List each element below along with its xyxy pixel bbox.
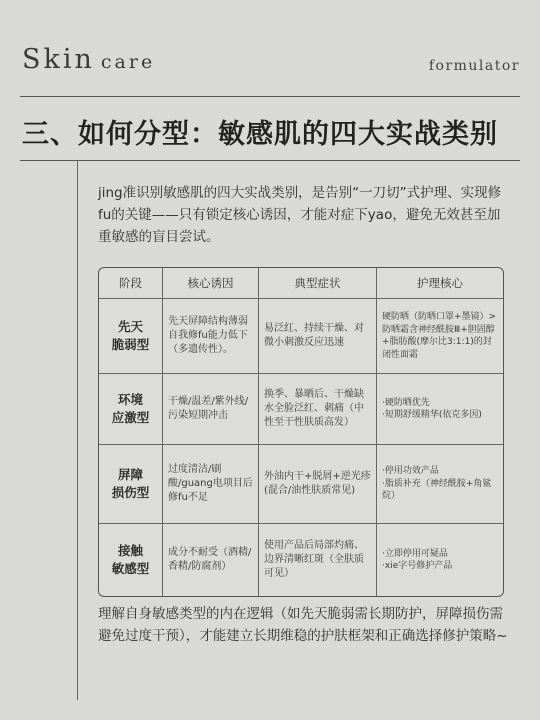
intro-paragraph: jing准识别敏感肌的四大实战类别，是告别“一刀切”式护理、实现修fu的关键——只有锁定核心诱因，才能对症下yao，避免无效甚至加重敏感的盲目尝试。 [98, 185, 502, 245]
table-header-row [99, 268, 503, 299]
brand-sub: care [100, 51, 156, 73]
stage-cell: 先天 脆弱型 [99, 299, 163, 374]
brand-tag: formulator [428, 58, 520, 74]
header-symptom: 典型症状 [259, 268, 377, 299]
symptom-cell: 外油内干+脱屑+逆光疹(混合/油性肤质常见) [259, 445, 377, 524]
header-divider [20, 96, 520, 97]
header-cause: 核心诱因 [163, 268, 259, 299]
symptom-cell: 使用产品后局部灼痛、边界清晰红斑（全肤质可见） [259, 524, 377, 596]
care-core-cell: ·停用功效产品 ·脂质补充（神经酰胺+角鲨烷） [377, 445, 503, 524]
care-core-cell: ·立即停用可疑品 ·xie字号修护产品 [382, 548, 453, 571]
cause-cell: 干燥/温差/紫外线/污染短期冲击 [163, 374, 259, 445]
stage-cell: 接触 敏感型 [99, 524, 163, 596]
stage-cell: 环境 应激型 [99, 374, 163, 445]
page-title: 三、如何分型：敏感肌的四大实战类别 [22, 119, 498, 150]
table-row [99, 299, 503, 374]
header-care-core: 护理核心 [377, 268, 503, 299]
left-vertical-rule [77, 160, 78, 700]
title-divider [20, 160, 520, 161]
care-core-cell: 硬防晒（防晒口罩+墨镜）>防晒霜含神经酰胺Ⅲ+胆固醇+脂肪酸(摩尔比3:1:1)的封闭性面霜 [377, 299, 503, 374]
table-row [99, 445, 503, 524]
care-core-cell: ·硬防晒优先 ·短期舒缓精华(依克多因) [377, 374, 503, 445]
symptom-cell: 换季、暴晒后、干燥缺水全脸泛红、刺痛（中性至干性肤质高发） [259, 374, 377, 445]
cause-cell: 过度清洁/刷 酸/guang电项目后修fu不足 [163, 445, 259, 524]
table-row [99, 524, 503, 596]
cause-cell: 成分不耐受（酒精/香精/防腐剂） [163, 524, 259, 596]
table-row [99, 374, 503, 445]
brand-logo [22, 44, 155, 75]
cause-cell: 先天屏障结构薄弱自我修fu能力低下（多遗传性）。 [163, 299, 259, 374]
stage-cell: 屏障 损伤型 [99, 445, 163, 524]
symptom-cell: 易泛红、持续干燥、对微小刺激反应迅速 [259, 299, 377, 374]
conclusion-paragraph: 理解自身敏感类型的内在逻辑（如先天脆弱需长期防护，屏障损伤需避免过度干预），才能建立长期维稳的护肤框架和正确选择修护策略~ [98, 606, 508, 644]
sensitive-skin-type-table [98, 267, 504, 597]
brand-main: Skin [22, 44, 95, 75]
header-stage: 阶段 [99, 268, 163, 299]
